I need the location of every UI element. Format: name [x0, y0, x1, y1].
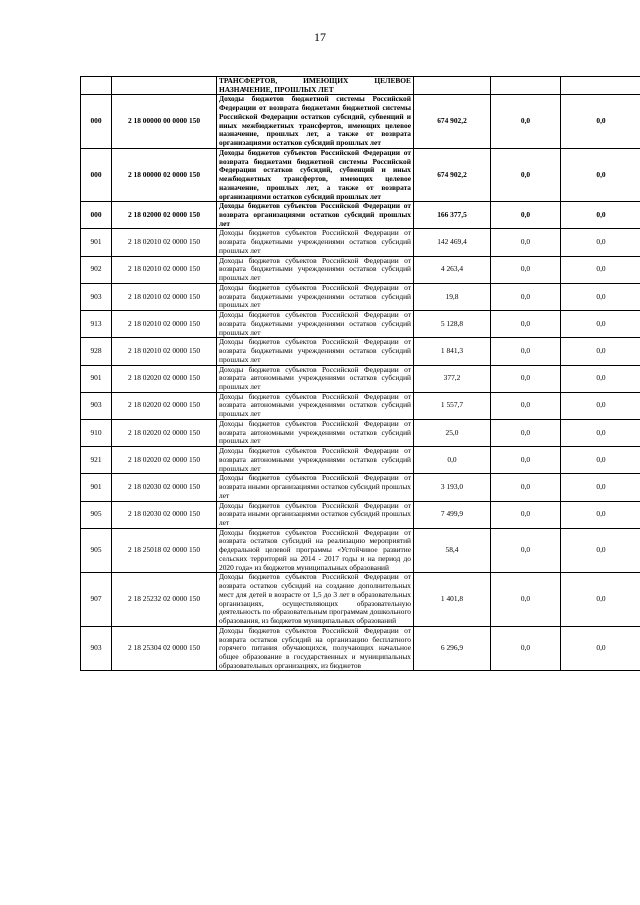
amount-cell: 0,0 [414, 447, 491, 474]
revenue-name-cell: Доходы бюджетов субъектов Российской Федерации от возврата бюджетными учреждениями остатков субсидий прошлых лет [217, 283, 414, 310]
planned-year-2-cell: 0,0 [561, 256, 640, 283]
budget-code-cell: 2 18 02010 02 0000 150 [112, 283, 217, 310]
revenue-name-cell: Доходы бюджетов субъектов Российской Федерации от возврата бюджетными учреждениями остатков субсидий прошлых лет [217, 338, 414, 365]
planned-year-2-cell: 0,0 [561, 626, 640, 671]
table-row [81, 528, 640, 573]
planned-year-2-cell: 0,0 [561, 148, 640, 201]
revenue-name-cell: Доходы бюджетов субъектов Российской Федерации от возврата бюджетами бюджетной системы Российской Федерации остатков субсидий, субвенций и иных межбюджетных трансфертов, имеющих целевое назначение, прошлых лет, а также от возврата организациями остатков субсидий прошлых лет [217, 148, 414, 201]
budget-code-cell: 2 18 25304 02 0000 150 [112, 626, 217, 671]
planned-year-2-cell: 0,0 [561, 283, 640, 310]
table-row [81, 202, 640, 229]
planned-year-1-cell: 0,0 [491, 365, 561, 392]
table-row [81, 573, 640, 626]
admin-code-cell: 903 [81, 392, 112, 419]
budget-code-cell: 2 18 02010 02 0000 150 [112, 311, 217, 338]
admin-code-cell: 905 [81, 501, 112, 528]
amount-cell: 7 499,9 [414, 501, 491, 528]
budget-code-cell: 2 18 25018 02 0000 150 [112, 528, 217, 573]
budget-code-cell: 2 18 02010 02 0000 150 [112, 256, 217, 283]
revenue-name-cell: Доходы бюджетов субъектов Российской Федерации от возврата бюджетными учреждениями остатков субсидий прошлых лет [217, 311, 414, 338]
planned-year-2-cell [561, 77, 640, 95]
admin-code-cell [81, 77, 112, 95]
table-row [81, 256, 640, 283]
planned-year-2-cell: 0,0 [561, 392, 640, 419]
planned-year-1-cell: 0,0 [491, 419, 561, 446]
table-row [81, 392, 640, 419]
admin-code-cell: 907 [81, 573, 112, 626]
planned-year-2-cell: 0,0 [561, 419, 640, 446]
budget-code-cell: 2 18 00000 02 0000 150 [112, 148, 217, 201]
budget-code-cell: 2 18 00000 00 0000 150 [112, 95, 217, 148]
revenue-name-cell: Доходы бюджетов субъектов Российской Федерации от возврата организациями остатков субсидий прошлых лет [217, 202, 414, 229]
planned-year-2-cell: 0,0 [561, 447, 640, 474]
budget-code-cell: 2 18 02020 02 0000 150 [112, 365, 217, 392]
amount-cell: 1 401,8 [414, 573, 491, 626]
planned-year-1-cell: 0,0 [491, 447, 561, 474]
table-body [81, 77, 640, 671]
table-row [81, 338, 640, 365]
planned-year-1-cell: 0,0 [491, 202, 561, 229]
amount-cell: 674 902,2 [414, 95, 491, 148]
planned-year-1-cell: 0,0 [491, 148, 561, 201]
planned-year-1-cell: 0,0 [491, 283, 561, 310]
budget-code-cell [112, 77, 217, 95]
revenue-name-cell: Доходы бюджетов субъектов Российской Федерации от возврата автономными учреждениями остатков субсидий прошлых лет [217, 419, 414, 446]
admin-code-cell: 921 [81, 447, 112, 474]
revenue-name-cell: Доходы бюджетов субъектов Российской Федерации от возврата остатков субсидий на создание дополнительных мест для детей в возрасте от 1,5 до 3 лет в образовательных организациях, осуществляющих образовательную деятельность по образовательным программам дошкольного образования, из бюджетов муниципальных образований [217, 573, 414, 626]
revenue-name-cell: Доходы бюджетов субъектов Российской Федерации от возврата остатков субсидий на реализацию мероприятий федеральной целевой программы «Устойчивое развитие сельских территорий на 2014 - 2017 годы и на период до 2020 года» из бюджетов муниципальных образований [217, 528, 414, 573]
revenue-name-cell: Доходы бюджетов субъектов Российской Федерации от возврата автономными учреждениями остатков субсидий прошлых лет [217, 365, 414, 392]
admin-code-cell: 901 [81, 474, 112, 501]
admin-code-cell: 903 [81, 626, 112, 671]
planned-year-1-cell: 0,0 [491, 626, 561, 671]
revenue-name-cell: Доходы бюджетов субъектов Российской Федерации от возврата бюджетными учреждениями остатков субсидий прошлых лет [217, 256, 414, 283]
planned-year-2-cell: 0,0 [561, 95, 640, 148]
amount-cell: 674 902,2 [414, 148, 491, 201]
amount-cell: 166 377,5 [414, 202, 491, 229]
planned-year-1-cell: 0,0 [491, 311, 561, 338]
budget-code-cell: 2 18 02020 02 0000 150 [112, 392, 217, 419]
amount-cell: 5 128,8 [414, 311, 491, 338]
admin-code-cell: 903 [81, 283, 112, 310]
planned-year-2-cell: 0,0 [561, 229, 640, 256]
table-row [81, 148, 640, 201]
amount-cell: 6 296,9 [414, 626, 491, 671]
planned-year-2-cell: 0,0 [561, 528, 640, 573]
amount-cell: 1 557,7 [414, 392, 491, 419]
planned-year-2-cell: 0,0 [561, 365, 640, 392]
planned-year-1-cell: 0,0 [491, 392, 561, 419]
table-row [81, 77, 640, 95]
table-row [81, 283, 640, 310]
planned-year-1-cell: 0,0 [491, 338, 561, 365]
admin-code-cell: 901 [81, 229, 112, 256]
revenue-name-cell: Доходы бюджетов субъектов Российской Федерации от возврата автономными учреждениями остатков субсидий прошлых лет [217, 392, 414, 419]
amount-cell: 1 841,3 [414, 338, 491, 365]
budget-code-cell: 2 18 02000 02 0000 150 [112, 202, 217, 229]
amount-cell: 58,4 [414, 528, 491, 573]
admin-code-cell: 913 [81, 311, 112, 338]
table-row [81, 311, 640, 338]
planned-year-2-cell: 0,0 [561, 573, 640, 626]
planned-year-1-cell: 0,0 [491, 573, 561, 626]
amount-cell: 19,8 [414, 283, 491, 310]
budget-revenue-table [80, 76, 640, 671]
revenue-name-cell: ТРАНСФЕРТОВ, ИМЕЮЩИХ ЦЕЛЕВОЕ НАЗНАЧЕНИЕ, ПРОШЛЫХ ЛЕТ [217, 77, 414, 95]
admin-code-cell: 910 [81, 419, 112, 446]
planned-year-2-cell: 0,0 [561, 202, 640, 229]
planned-year-2-cell: 0,0 [561, 501, 640, 528]
table-row [81, 95, 640, 148]
planned-year-1-cell: 0,0 [491, 256, 561, 283]
amount-cell: 3 193,0 [414, 474, 491, 501]
planned-year-1-cell: 0,0 [491, 95, 561, 148]
page-number: 17 [314, 30, 326, 44]
planned-year-2-cell: 0,0 [561, 311, 640, 338]
admin-code-cell: 928 [81, 338, 112, 365]
admin-code-cell: 000 [81, 148, 112, 201]
table-row [81, 447, 640, 474]
planned-year-2-cell: 0,0 [561, 338, 640, 365]
amount-cell: 377,2 [414, 365, 491, 392]
table-row [81, 365, 640, 392]
planned-year-1-cell: 0,0 [491, 229, 561, 256]
admin-code-cell: 901 [81, 365, 112, 392]
amount-cell: 25,0 [414, 419, 491, 446]
table-row [81, 501, 640, 528]
planned-year-1-cell: 0,0 [491, 528, 561, 573]
amount-cell: 142 469,4 [414, 229, 491, 256]
budget-code-cell: 2 18 02030 02 0000 150 [112, 474, 217, 501]
planned-year-1-cell [491, 77, 561, 95]
admin-code-cell: 000 [81, 95, 112, 148]
budget-code-cell: 2 18 02010 02 0000 150 [112, 229, 217, 256]
admin-code-cell: 902 [81, 256, 112, 283]
revenue-name-cell: Доходы бюджетов бюджетной системы Российской Федерации от возврата бюджетами бюджетной системы Российской Федерации остатков субсидий, субвенций и иных межбюджетных трансфертов, имеющих целевое назначение, прошлых лет, а также от возврата организациями остатков субсидий прошлых лет [217, 95, 414, 148]
budget-code-cell: 2 18 02020 02 0000 150 [112, 447, 217, 474]
admin-code-cell: 000 [81, 202, 112, 229]
budget-code-cell: 2 18 02020 02 0000 150 [112, 419, 217, 446]
amount-cell [414, 77, 491, 95]
planned-year-2-cell: 0,0 [561, 474, 640, 501]
revenue-name-cell: Доходы бюджетов субъектов Российской Федерации от возврата остатков субсидий на организацию бесплатного горячего питания обучающихся, получающих начальное общее образование в государственных и муниципальных образовательных организациях, из бюджетов [217, 626, 414, 671]
budget-code-cell: 2 18 02010 02 0000 150 [112, 338, 217, 365]
admin-code-cell: 905 [81, 528, 112, 573]
planned-year-1-cell: 0,0 [491, 474, 561, 501]
table-row [81, 474, 640, 501]
revenue-name-cell: Доходы бюджетов субъектов Российской Федерации от возврата иными организациями остатков субсидий прошлых лет [217, 501, 414, 528]
revenue-name-cell: Доходы бюджетов субъектов Российской Федерации от возврата автономными учреждениями остатков субсидий прошлых лет [217, 447, 414, 474]
revenue-name-cell: Доходы бюджетов субъектов Российской Федерации от возврата бюджетными учреждениями остатков субсидий прошлых лет [217, 229, 414, 256]
table-row [81, 626, 640, 671]
table-row [81, 229, 640, 256]
amount-cell: 4 263,4 [414, 256, 491, 283]
budget-code-cell: 2 18 02030 02 0000 150 [112, 501, 217, 528]
revenue-name-cell: Доходы бюджетов субъектов Российской Федерации от возврата иными организациями остатков субсидий прошлых лет [217, 474, 414, 501]
table-row [81, 419, 640, 446]
planned-year-1-cell: 0,0 [491, 501, 561, 528]
budget-code-cell: 2 18 25232 02 0000 150 [112, 573, 217, 626]
